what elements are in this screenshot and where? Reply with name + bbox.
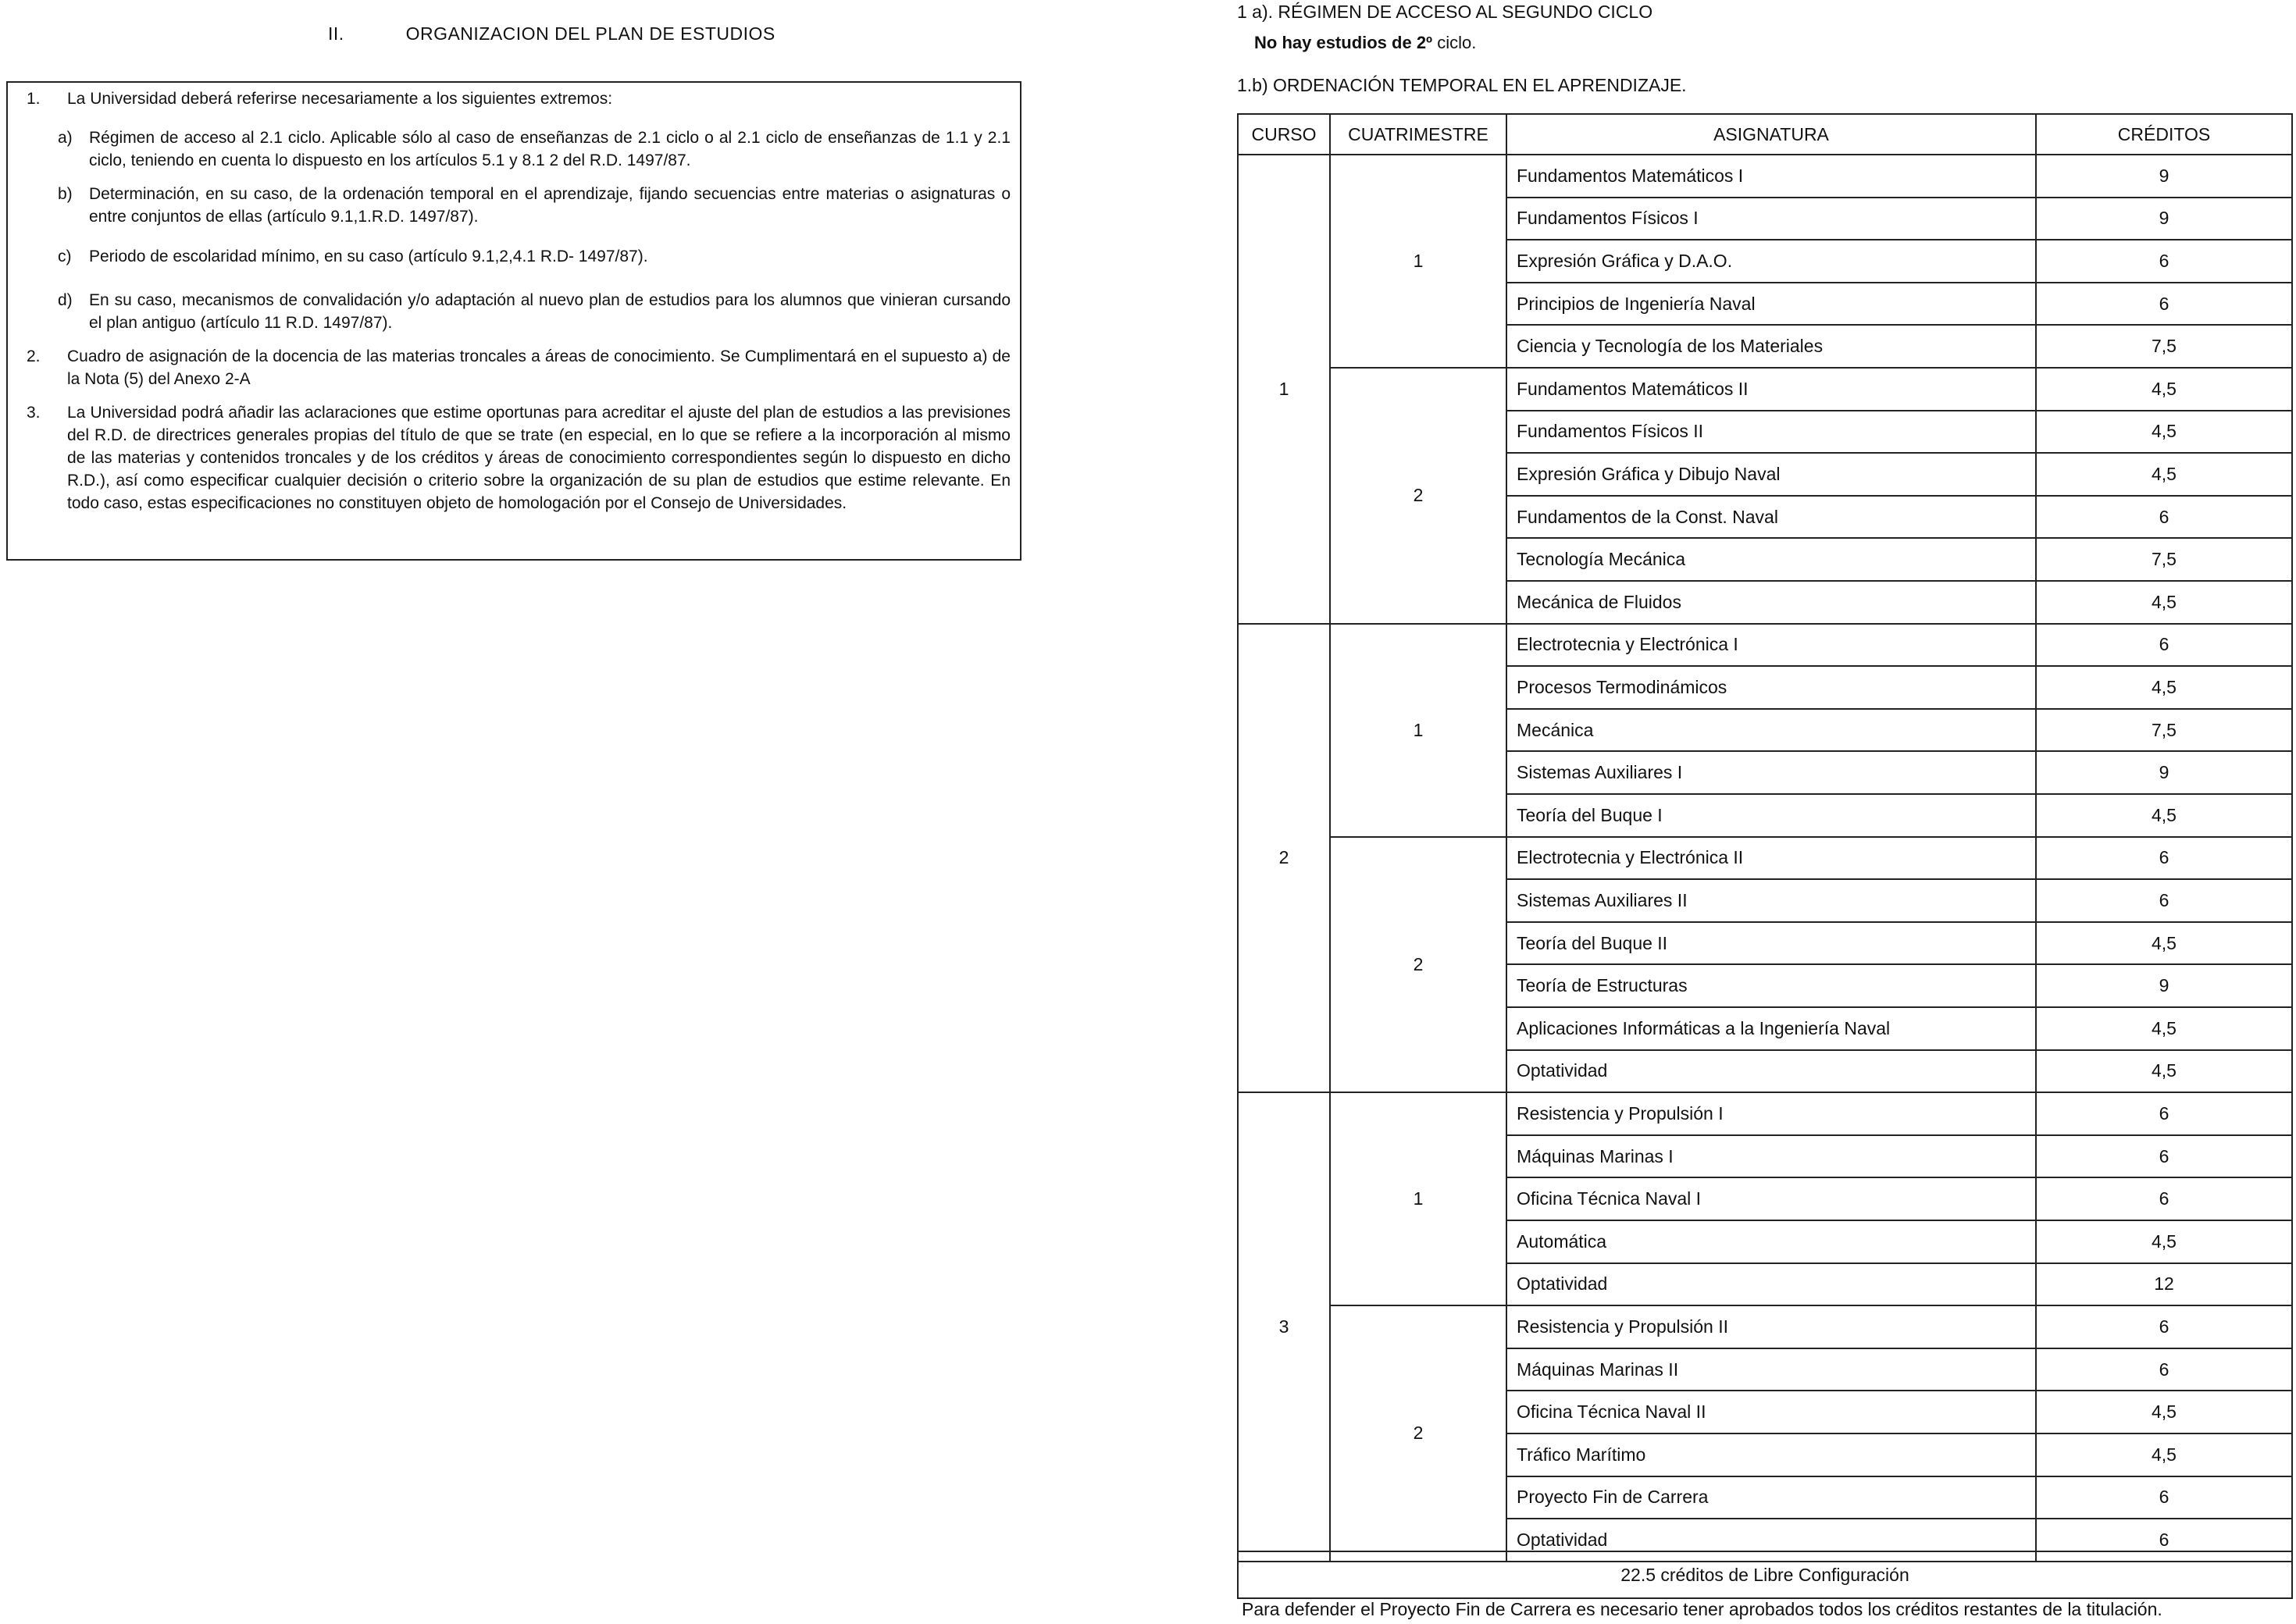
creditos-cell: 6 [2037,1349,2291,1392]
note-label: 3. [27,404,41,422]
footer-note: Para defender el Proyecto Fin de Carrera es necesario tener aprobados todos los créditos restantes de la titulación. [1242,1599,2162,1619]
asignatura-cell: Resistencia y Propulsión II [1507,1306,2037,1349]
cuatrimestre-cell: 2 [1331,1306,1507,1562]
creditos-cell: 4,5 [2037,923,2291,966]
creditos-cell: 6 [2037,1093,2291,1136]
instructions-box [6,81,1021,561]
creditos-cell: 4,5 [2037,1434,2291,1477]
curso-2-cell: 2 [1239,625,1331,1094]
creditos-cell: 9 [2037,965,2291,1008]
note-label: 1. [27,90,41,108]
asignatura-cell: Teoría del Buque II [1507,923,2037,966]
note-label: d) [58,291,73,309]
creditos-cell: 6 [2037,283,2291,326]
creditos-cell: 6 [2037,1178,2291,1221]
section-a-title: 1 a). RÉGIMEN DE ACCESO AL SEGUNDO CICLO [1237,2,1653,22]
asignatura-cell: Mecánica de Fluidos [1507,582,2037,625]
creditos-cell: 4,5 [2037,1221,2291,1264]
page-heading [328,23,775,45]
asignatura-cell: Oficina Técnica Naval I [1507,1178,2037,1221]
asignatura-cell: Sistemas Auxiliares I [1507,752,2037,795]
asignatura-cell: Optatividad [1507,1519,2037,1562]
asignatura-cell: Fundamentos Físicos I [1507,198,2037,241]
creditos-cell: 9 [2037,752,2291,795]
asignatura-cell: Proyecto Fin de Carrera [1507,1477,2037,1520]
cuatrimestre-cell: 2 [1331,369,1507,625]
creditos-cell: 7,5 [2037,539,2291,582]
note-text: Periodo de escolaridad mínimo, en su caso (artículo 9.1,2,4.1 R.D- 1497/87). [89,248,648,265]
header-creditos: CRÉDITOS [2037,115,2291,155]
asignatura-cell: Ciencia y Tecnología de los Materiales [1507,326,2037,369]
note-text: Cuadro de asignación de la docencia de las materias troncales a áreas de conocimiento. Se Cumplimentará en el supuesto a) de la Nota (5) del Anexo 2-A [67,347,1011,388]
creditos-cell: 9 [2037,155,2291,198]
asignatura-cell: Tráfico Marítimo [1507,1434,2037,1477]
creditos-cell: 6 [2037,1136,2291,1179]
asignatura-cell: Teoría del Buque I [1507,795,2037,838]
note-text: La Universidad podrá añadir las aclaraciones que estime oportunas para acreditar el ajuste del plan de estudios a las previsiones del R.D. de directrices generales propias del título de que se trate (en especial, en lo que se refiere a la incorporación al mismo de las materias y contenidos troncales y de los créditos y áreas de conocimiento correspondientes según lo dispuesto en dicho R.D.), así como especificar cualquier decisión o criterio sobre la organización de su plan de estudios que estime relevante. En todo caso, estas especificaciones no constituyen objeto de homologación por el Consejo de Universidades. [67,404,1011,512]
asignatura-cell: Mecánica [1507,710,2037,753]
creditos-cell: 7,5 [2037,710,2291,753]
creditos-cell: 4,5 [2037,1008,2291,1051]
creditos-cell: 4,5 [2037,667,2291,710]
creditos-cell: 4,5 [2037,369,2291,411]
cuatrimestre-cell: 1 [1331,1093,1507,1306]
asignatura-cell: Electrotecnia y Electrónica II [1507,838,2037,881]
asignatura-cell: Máquinas Marinas II [1507,1349,2037,1392]
asignatura-cell: Máquinas Marinas I [1507,1136,2037,1179]
asignatura-cell: Expresión Gráfica y D.A.O. [1507,240,2037,283]
asignatura-cell: Fundamentos Matemáticos II [1507,369,2037,411]
section-a-note [1254,33,1476,53]
creditos-cell: 6 [2037,240,2291,283]
asignatura-cell: Fundamentos de la Const. Naval [1507,497,2037,540]
creditos-cell: 4,5 [2037,411,2291,454]
creditos-cell: 6 [2037,880,2291,923]
creditos-cell: 4,5 [2037,1391,2291,1434]
asignatura-cell: Tecnología Mecánica [1507,539,2037,582]
asignatura-cell: Aplicaciones Informáticas a la Ingeniería Naval [1507,1008,2037,1051]
study-plan-table [1237,113,2293,1599]
note-label: b) [58,185,73,203]
note-text: En su caso, mecanismos de convalidación y/o adaptación al nuevo plan de estudios para los alumnos que vinieran cursando el plan antiguo (artículo 11 R.D. 1497/87). [89,291,1011,332]
header-cuatrimestre: CUATRIMESTRE [1331,115,1507,155]
note-label: a) [58,129,73,147]
asignatura-cell: Automática [1507,1221,2037,1264]
creditos-cell: 6 [2037,838,2291,881]
note-text: La Universidad deberá referirse necesariamente a los siguientes extremos: [67,90,613,108]
note-text: Determinación, en su caso, de la ordenación temporal en el aprendizaje, fijando secuencias entre materias o asignaturas o entre conjuntos de ellas (artículo 9.1,1.R.D. 1497/87). [89,185,1011,226]
note-text: Régimen de acceso al 2.1 ciclo. Aplicable sólo al caso de enseñanzas de 2.1 ciclo o al 2.1 ciclo de enseñanzas de 1.1 y 2.1 ciclo, teniendo en cuenta lo dispuesto en los artículos 5.1 y 8.1 2 del R.D. 1497/87. [89,129,1011,169]
libre-configuracion-row: 22.5 créditos de Libre Configuración [1239,1551,2291,1597]
creditos-cell: 6 [2037,1306,2291,1349]
asignatura-cell: Expresión Gráfica y Dibujo Naval [1507,454,2037,497]
creditos-cell: 6 [2037,1477,2291,1520]
creditos-cell: 7,5 [2037,326,2291,369]
asignatura-cell: Optatividad [1507,1264,2037,1307]
creditos-cell: 9 [2037,198,2291,241]
asignatura-cell: Resistencia y Propulsión I [1507,1093,2037,1136]
cuatrimestre-cell: 1 [1331,155,1507,369]
asignatura-cell: Procesos Termodinámicos [1507,667,2037,710]
curso-1-cell: 1 [1239,155,1331,625]
creditos-cell: 6 [2037,1519,2291,1562]
asignatura-cell: Electrotecnia y Electrónica I [1507,625,2037,668]
asignatura-cell: Sistemas Auxiliares II [1507,880,2037,923]
note-label: 2. [27,347,41,365]
heading-title: ORGANIZACION DEL PLAN DE ESTUDIOS [405,23,775,44]
creditos-cell: 12 [2037,1264,2291,1307]
cuatrimestre-cell: 1 [1331,625,1507,838]
creditos-cell: 4,5 [2037,582,2291,625]
note-label: c) [58,248,72,265]
header-curso: CURSO [1239,115,1331,155]
heading-number: II. [328,23,344,44]
header-asignatura: ASIGNATURA [1507,115,2037,155]
section-b-title: 1.b) ORDENACIÓN TEMPORAL EN EL APRENDIZAJE. [1237,75,1687,95]
curso-3-cell: 3 [1239,1093,1331,1562]
creditos-cell: 4,5 [2037,1051,2291,1094]
cuatrimestre-cell: 2 [1331,838,1507,1094]
section-a-note-bold: No hay estudios de 2º [1254,33,1433,52]
creditos-cell: 4,5 [2037,795,2291,838]
creditos-cell: 6 [2037,625,2291,668]
asignatura-cell: Principios de Ingeniería Naval [1507,283,2037,326]
asignatura-cell: Fundamentos Físicos II [1507,411,2037,454]
asignatura-cell: Optatividad [1507,1051,2037,1094]
asignatura-cell: Fundamentos Matemáticos I [1507,155,2037,198]
creditos-cell: 6 [2037,497,2291,540]
section-a-note-plain: ciclo. [1437,33,1477,52]
asignatura-cell: Teoría de Estructuras [1507,965,2037,1008]
creditos-cell: 4,5 [2037,454,2291,497]
asignatura-cell: Oficina Técnica Naval II [1507,1391,2037,1434]
